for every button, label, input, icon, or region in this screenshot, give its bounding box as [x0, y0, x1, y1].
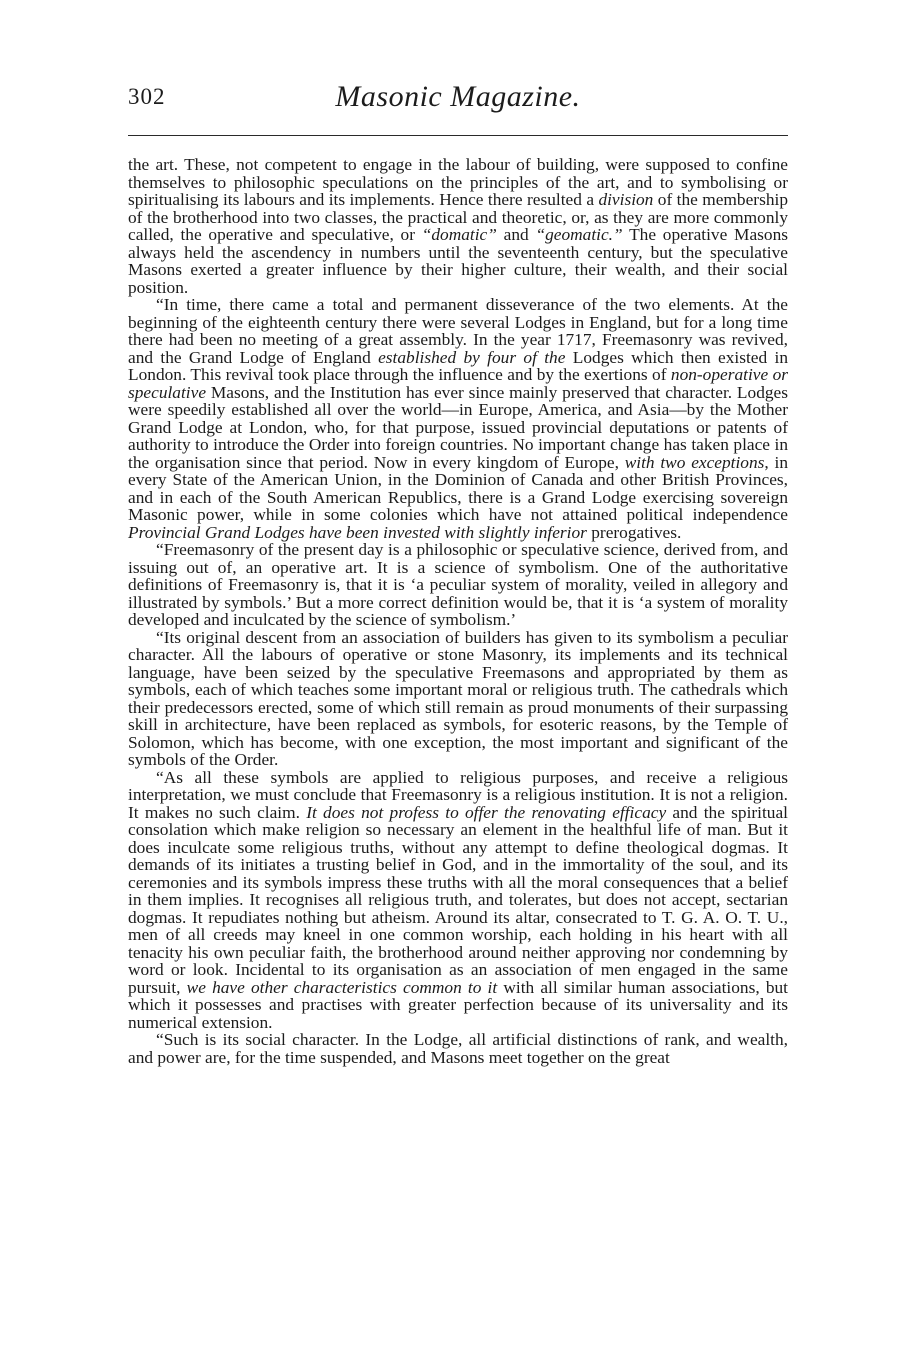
text-run: “Freemasonry of the present day is a philosophic or speculative science, derived from, and issuing out of, an operative art. It is a science of symbolism. One of the authoritative definitions of Freemasonry is, that it is ‘a peculiar system of morality, veiled in allegory and illustrated by symbols.’ But a more correct definition would be, that it is ‘a system of morality developed and inculcated by the science of symbolism.’ — [128, 540, 788, 629]
text-run: Lodges which then existed in London. This revival took place through the influence and by the exertions of — [128, 347, 789, 384]
text-run: “In time, there came a total and permanent disseverance of the two elements. At the beginning of the eighteenth century there were several Lodges in England, but for a long time there had been no meeting of a great assembly. In the year 1717, Freemasonry was revived, and the Grand Lodge of England — [128, 295, 788, 367]
italic-text: non-operative or speculative — [128, 365, 789, 402]
italic-text: division — [598, 190, 654, 209]
paragraph — [128, 629, 788, 769]
text-run: Masons, and the Institution has ever since mainly preserved that character. Lodges were speedily established all over the world—in Europe, America, and Asia—by the Mother Grand Lodge at London, who, for that purpose, issued provincial deputations or patents of authority to introduce the Order into foreign countries. No important change has taken place in the organisation since that period. Now in every kingdom of Europe, — [128, 382, 788, 472]
paragraph — [128, 156, 788, 296]
paragraph — [128, 296, 788, 541]
text-run: , in every State of the American Union, in the Dominion of Canada and other British Provinces, and in each of the South American Republics, there is a Grand Lodge exercising sovereign Masonic power, while in some colonies which have not attained political independence — [128, 452, 788, 524]
text-run: the art. These, not competent to engage in the labour of building, were supposed to confine themselves to philosophic speculations on the principles of the art, and to symbolising or spiritualising its labours and its implements. Hence there resulted a — [128, 155, 788, 209]
text-run: with all similar human associations, but which it possesses and practises with greater perfection because of its universality and its numerical extension. — [128, 977, 788, 1032]
page-number: 302 — [128, 84, 166, 109]
text-run: “As all these symbols are applied to religious purposes, and receive a religious interpretation, we must conclude that Freemasonry is a religious institution. It is not a religion. It makes no such claim. — [128, 767, 788, 822]
italic-text: It does not profess to offer the renovating efficacy — [306, 802, 667, 822]
page-header — [128, 78, 788, 118]
text-run: and the spiritual consolation which make religion so necessary an element in the healthful life of man. But it does inculcate some religious truths, without any attempt to define theological dogmas. It demands of its initiates a trusting belief in God, and in the immortality of the soul, and its ceremonies and its symbols impress these truths with all the moral consequences that a belief in them implies. It recognises all religious truth, and tolerates, but does not accept, sectarian dogmas. It repudiates nothing but atheism. Around its altar, consecrated to T. G. A. O. T. U., men of all creeds may kneel in one common worship, each holding in his heart with all tenacity his own peculiar faith, the brotherhood around neither approving nor condemning by word or look. Incidental to its organisation as an association of men engaged in the same pursuit, — [128, 802, 788, 997]
text-run: The operative Masons always held the ascendency in numbers until the seventeenth century, but the speculative Masons exerted a greater influence by their higher culture, their wealth, and their social position. — [128, 225, 788, 297]
text-run: “Such is its social character. In the Lodge, all artificial distinctions of rank, and wealth, and power are, for the time suspended, and Masons meet together on the great — [128, 1030, 788, 1067]
italic-text: “domatic” — [421, 225, 497, 244]
italic-text: with two exceptions — [624, 452, 765, 472]
italic-text: established by four of the — [378, 347, 566, 367]
text-run: “Its original descent from an association of builders has given to its symbolism a peculiar character. All the labours of operative or stone Masonry, its implements and its technical language, have been seized by the speculative Freemasons and appropriated by them as symbols, each of which teaches some important moral or religious truth. The cathedrals which their predecessors erected, some of which still remain as proud monuments of their surpassing skill in architecture, have been replaced as symbols, for esoteric reasons, by the Temple of Solomon, which has become, with one exception, the most important and significant of the symbols of the Order. — [128, 627, 788, 769]
header-rule — [128, 135, 788, 136]
italic-text: we have other characteristics common to it — [186, 977, 498, 997]
italic-text: Provincial Grand Lodges have been invested with slightly inferior — [128, 522, 587, 542]
paragraph — [128, 541, 788, 629]
paragraph — [128, 1031, 788, 1066]
text-run: and — [496, 225, 536, 244]
text-run: prerogatives. — [586, 522, 682, 542]
italic-text: “geomatic.” — [535, 225, 623, 244]
article-body — [128, 156, 788, 1066]
running-head-title: Masonic Magazine. — [335, 80, 581, 113]
text-run: of the membership of the brotherhood into two classes, the practical and theoretic, or, as they are more commonly called, the operative and speculative, or — [128, 190, 788, 244]
paragraph — [128, 769, 788, 1032]
